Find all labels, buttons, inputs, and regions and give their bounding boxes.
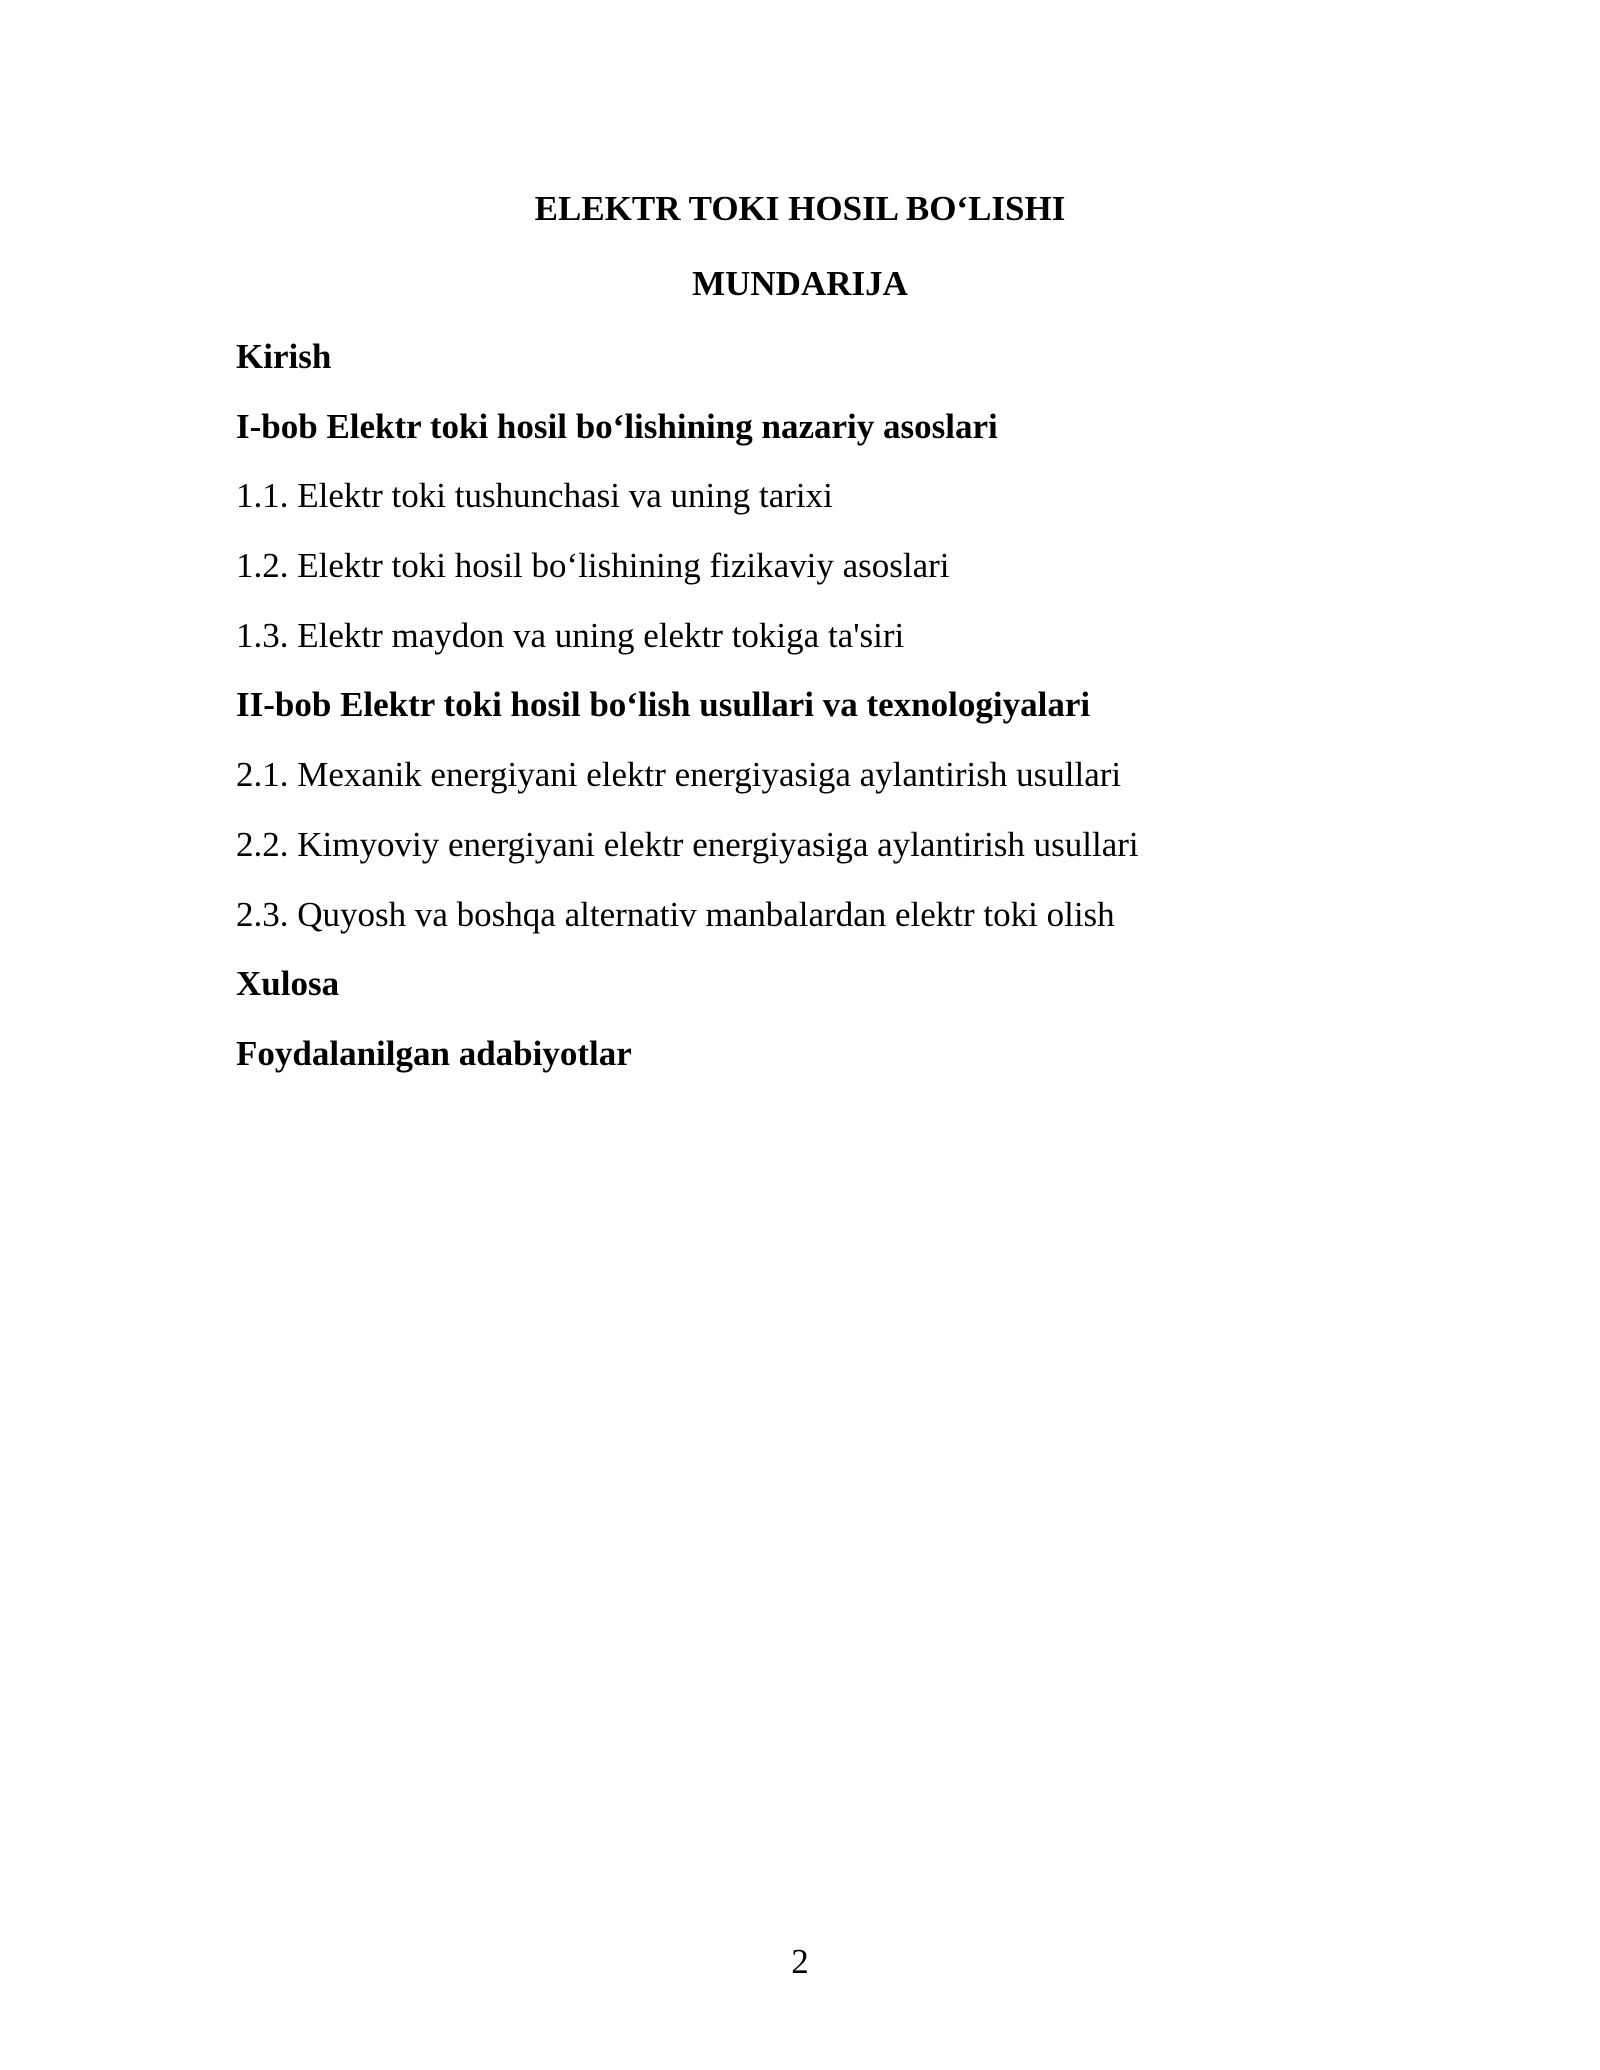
toc-entry-references: Foydalanilgan adabiyotlar	[236, 1033, 632, 1073]
toc-entry-section-2-3: 2.3. Quyosh va boshqa alternativ manbalardan elektr toki olish	[236, 894, 1115, 934]
toc-entry-section-1-1: 1.1. Elektr toki tushunchasi va uning tarixi	[236, 476, 833, 516]
toc-entry-kirish: Kirish	[236, 337, 332, 376]
toc-entry-xulosa: Xulosa	[236, 964, 340, 1004]
toc-entry-section-2-2: 2.2. Kimyoviy energiyani elektr energiyasiga aylantirish usullari	[236, 824, 1139, 864]
page-number: 2	[791, 1942, 809, 1981]
table-of-contents	[236, 337, 1436, 1104]
toc-entry-section-1-3: 1.3. Elektr maydon va uning elektr tokiga ta'siri	[236, 615, 905, 655]
toc-entry-chapter-1: I-bob Elektr toki hosil bo‘lishining nazariy asoslari	[236, 406, 998, 446]
toc-entry-section-1-2: 1.2. Elektr toki hosil bo‘lishining fizikaviy asoslari	[236, 546, 950, 586]
document-title: ELEKTR TOKI HOSIL BO‘LISHI	[534, 189, 1066, 228]
toc-entry-chapter-2: II-bob Elektr toki hosil bo‘lish usullari va texnologiyalari	[236, 685, 1091, 725]
toc-heading: MUNDARIJA	[692, 264, 908, 303]
toc-entry-section-2-1: 2.1. Mexanik energiyani elektr energiyasiga aylantirish usullari	[236, 755, 1122, 795]
